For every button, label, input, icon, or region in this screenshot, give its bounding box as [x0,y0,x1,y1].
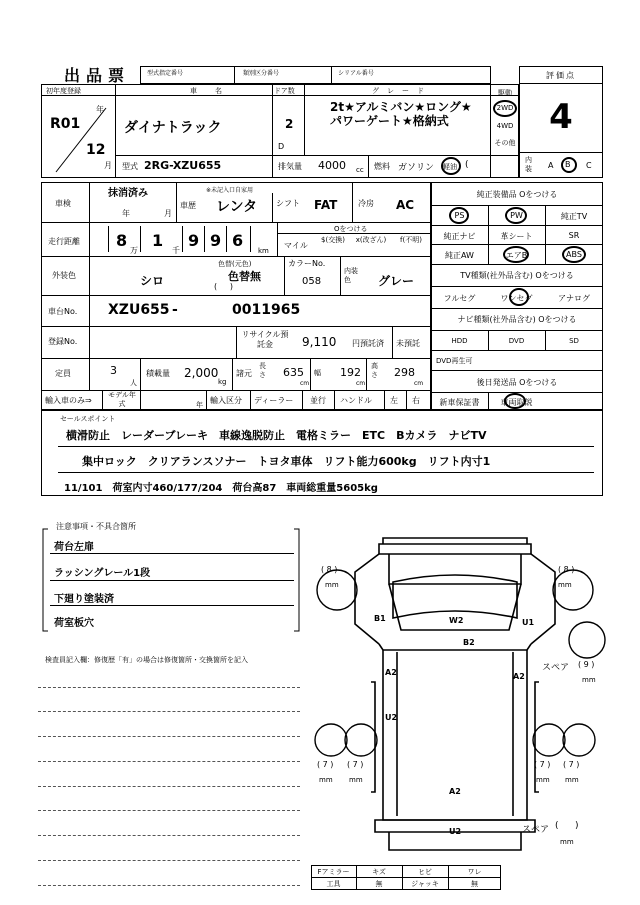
equip-leather: 革シート [500,232,533,241]
note-item-2: ラッシングレール1段 [54,568,151,579]
import-label: 輸入車のみ⇒ [45,396,92,405]
mileage-unit-km: km [258,247,269,255]
chassis-dash: - [172,302,178,318]
tire-fl-unit: mm [325,581,339,589]
equip-aw: 純正AW [445,251,474,260]
width-value: 192 [340,366,361,379]
tools-header-scratch: キズ [372,868,386,876]
drive-label: 駆動 [498,89,512,97]
tire-rl-inner-unit: mm [349,776,363,784]
year-suffix: 年 [96,105,104,114]
damage-mark-b2: B2 [463,638,475,647]
tv-oneseg: ワンセグ [500,294,533,303]
damage-mark-w2: W2 [449,616,464,625]
tire-fr-unit: mm [558,581,572,589]
year-label: 初年度登録 [46,87,81,95]
tools-header-break: ワレ [467,868,482,876]
tools-cell-none-1: 無 [375,880,383,888]
length-value: 635 [283,366,304,379]
length-unit: cm [300,380,310,387]
import-dealer: ディーラー [254,396,294,405]
height-label: 高さ [371,362,378,379]
cooler-label: 冷房 [358,199,374,208]
equip-navi: 純正ナビ [443,232,476,241]
height-unit: cm [414,380,424,387]
model-year-label: モデル年式 [108,391,136,408]
shift-label: シフト [276,199,300,208]
doors-suffix: D [278,142,285,151]
history-label: 車歴 [180,201,196,210]
displacement-value: 4000 [318,159,346,172]
color-label: 外装色 [52,271,76,280]
recycle-unit: 円預託済 [352,339,384,348]
dvd-play-label: DVD再生可 [436,357,473,365]
mileage-digit-3: 9 [188,231,200,250]
mileage-unit-sen: 千 [172,246,180,255]
equip-title: 純正装備品 Oをつける [476,190,558,199]
class-number-label: 類別区分番号 [243,70,280,77]
tv-oneseg-circle [509,288,529,306]
equip-tv: 純正TV [560,212,588,221]
mileage-unit-man: 万 [130,246,138,255]
note-item-1: 荷台左扉 [54,542,94,553]
dims-label: 諸元 [236,369,252,378]
vehicle-name: ダイナトラック [124,120,222,136]
cooler-value: AC [396,198,415,212]
model-label: 型式 [122,162,138,171]
interior-a: A [548,161,554,170]
tools-header-mirror: Fアミラー [317,868,350,876]
score-value: 4 [549,97,573,137]
spare-label-1: スペア [542,663,570,673]
damage-mark-u2-rear: U2 [449,827,462,836]
shaken-value: 抹消済み [108,188,148,199]
equip-ps: PS [454,211,465,220]
tools-cell-jack: ジャッキ [411,880,439,888]
model-value: 2RG-XZU655 [144,159,222,172]
later-title: 後日発送品 Oをつける [476,378,558,387]
equip-airbag: エアB [505,251,528,260]
length-label: 長さ [259,362,266,379]
shift-value: FAT [314,198,338,212]
navi-hdd: HDD [451,337,468,345]
doors-label: ドア数 [274,87,295,95]
height-value: 298 [394,366,415,379]
interior-color-value: グレー [378,274,415,288]
import-parallel: 並行 [310,396,326,405]
chassis-prefix: XZU655 [108,302,170,318]
color-change-value: 色替無 [228,270,261,283]
handle-left: 左 [390,396,398,405]
color-change-label: 色替(元色) [218,260,252,268]
recycle-value: 9,110 [302,335,337,349]
tools-cell-tools: 工具 [326,880,341,888]
note-item-3: 下廻り塗装済 [54,594,114,605]
capacity-label: 定員 [55,369,71,378]
class-number-box [234,66,332,84]
handle-label: ハンドル [340,396,372,405]
mileage-label: 走行距離 [48,237,80,246]
note-item-4: 荷室板穴 [54,618,94,629]
serial-number-box [331,66,491,84]
equip-sr: SR [568,231,580,240]
capacity-value: 3 [110,364,117,377]
interior-b: B [565,160,571,169]
load-unit: kg [218,378,227,386]
damage-mark-a2-rear: A2 [449,787,461,796]
mileage-opt-unknown: f(不明) [400,236,422,244]
navi-title: ナビ種類(社外品含む) Oをつける [457,315,577,324]
tire-rr-inner-unit: mm [536,776,550,784]
spare-2-paren-open: ( [555,821,559,831]
mileage-note: Oをつける [334,225,368,233]
sales-point-line-2: 集中ロック クリアランスソナー トヨタ車体 リフト能力600kg リフト内寸1 [82,455,491,468]
fuel-label: 燃料 [374,162,390,171]
color-no-value: 058 [302,276,322,287]
model-year-unit: 年 [196,401,203,409]
grade-label: グレード [372,87,432,95]
shaken-month: 月 [164,209,172,218]
notes-title: 注意事項・不具合箇所 [56,522,136,531]
spare-label-2: スペア [522,825,550,835]
score-label: 評価点 [546,71,576,80]
chassis-number: 0011965 [232,302,301,318]
damage-mark-a2-left: A2 [385,668,397,677]
tire-rl-inner-depth: ( 7 ) [347,760,364,769]
displacement-unit: cc [356,166,364,174]
serial-number-label: シリアル番号 [338,70,374,77]
doors-value: 2 [285,117,294,131]
load-label: 積載量 [146,369,170,378]
width-unit: cm [356,380,366,387]
damage-mark-u2-side: U2 [385,713,398,722]
tv-fullseg: フルセグ [443,294,476,303]
reg-label: 登録No. [48,337,78,346]
mileage-opt-exchange: $(交換) [321,236,345,244]
history-value: レンタ [216,199,258,215]
width-label: 幅 [314,369,321,377]
capacity-unit: 人 [130,379,137,387]
equip-pw-circle [505,207,527,224]
equip-abs-circle [562,246,586,263]
spare-2-unit: mm [560,838,574,846]
interior-label: 内装 [525,156,532,173]
sales-point-line-3: 11/101 荷室内寸460/177/204 荷台高87 車両総重量5605kg [64,483,378,494]
equip-pw: PW [510,211,523,220]
sales-point-line-1: 横滑防止 レーダーブレーキ 車線逸脱防止 電格ミラー ETC Bカメラ ナビTV [66,429,487,442]
damage-mark-u1: U1 [522,618,535,627]
fuel-diesel: 軽油 [443,163,457,171]
mileage-digit-5: 6 [232,231,244,250]
navi-sd: SD [569,337,579,345]
import-type-label: 輸入区分 [210,396,242,405]
grade-value: 2t★アルミバン★ロング★パワーゲート★格納式 [330,100,472,128]
tools-header-crack: ヒビ [418,868,432,876]
color-paren: ( ) [214,282,233,291]
inspector-label: 検査員記入欄：修復歴「有」の場合は修復箇所・交換箇所を記入 [45,656,248,664]
tire-rl-outer-unit: mm [319,776,333,784]
chassis-label: 車台No. [48,307,78,316]
month-suffix: 月 [104,161,112,170]
later-warranty: 新車保証書 [439,398,480,407]
sales-points-label: セールスポイント [60,415,116,423]
displacement-label: 排気量 [278,162,302,171]
drive-4wd: 4WD [496,122,514,130]
damage-mark-a2-right: A2 [513,672,525,681]
drive-other: その他 [494,139,516,147]
mileage-digit-1: 8 [116,231,128,250]
recycle-alt: 未預託 [396,339,420,348]
tire-rl-outer-depth: ( 7 ) [317,760,334,769]
damage-mark-b1: B1 [374,614,386,623]
tv-analog: アナログ [558,294,590,303]
spec-number-label: 型式指定番号 [147,70,184,77]
navi-dvd: DVD [508,337,525,345]
color-no-label: カラーNo. [288,259,326,268]
equip-abs: ABS [566,250,582,259]
year-era: R01 [50,116,81,132]
drive-2wd: 2WD [496,104,514,112]
recycle-label: リサイクル預託金 [241,330,289,349]
history-note: ※未記入口自家用 [206,187,254,194]
tire-rr-outer-depth: ( 7 ) [563,760,580,769]
spare-2-paren-close: ) [575,821,579,831]
later-manual: 車両取説 [500,398,533,407]
interior-c: C [586,161,592,170]
interior-color-label: 内装色 [344,267,358,284]
mileage-digit-4: 9 [210,231,222,250]
fuel-gasoline: ガソリン [398,163,435,173]
tire-fr-depth: ( 8 ) [558,565,575,574]
tire-rr-outer-unit: mm [565,776,579,784]
page-title: 出品票 [64,66,131,85]
shaken-label: 車検 [55,199,71,208]
shaken-year: 年 [122,209,130,218]
color-value: シロ [140,274,165,288]
tire-fl-depth: ( 8 ) [321,565,338,574]
later-manual-circle [504,393,526,409]
month-value: 12 [86,142,106,158]
tire-spare-unit: mm [582,676,596,684]
mileage-digit-2: 1 [152,231,164,250]
name-label: 車名 [190,87,240,95]
equip-airbag-circle [503,246,529,263]
mileage-opt-mile: マイル [284,241,308,250]
mileage-opt-tamper: x(改ざん) [355,236,387,244]
handle-right: 右 [412,396,420,405]
tire-rr-inner-depth: ( 7 ) [534,760,551,769]
tv-title: TV種類(社外品含む) Oをつける [460,271,574,280]
fuel-other: ( [465,160,469,170]
equip-ps-circle [449,207,469,224]
interior-box [519,152,603,178]
spec-number-box [140,66,235,84]
tools-cell-none-2: 無 [471,880,478,888]
load-value: 2,000 [184,366,219,380]
tire-spare-depth: ( 9 ) [578,660,595,669]
